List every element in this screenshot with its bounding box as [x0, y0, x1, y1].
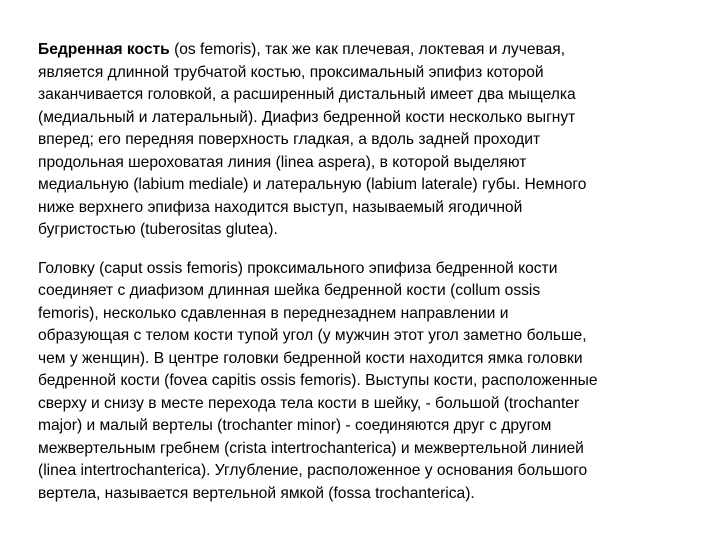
text-line: образующая с телом кости тупой угол (у мужчин этот угол заметно больше,: [38, 327, 587, 344]
text-line: ниже верхнего эпифиза находится выступ, называемый ягодичной: [38, 198, 523, 216]
text-line: [38, 39, 698, 62]
text-line: бедренной кости (fovea capitis ossis femoris). Выступы кости, расположенные: [38, 372, 598, 389]
text-line: медиальную (labium mediale) и латеральную (labium laterale) губы. Немного: [38, 176, 587, 193]
text-line: вперед; его передняя поверхность гладкая, а вдоль задней проходит: [38, 131, 541, 148]
text-line: бугристостью (tuberositas glutea).: [38, 221, 278, 238]
document-page: [38, 39, 698, 505]
text-line: сверху и снизу в месте перехода тела кости в шейку, - большой (trochanter: [38, 394, 580, 412]
text-line: межвертельным гребнем (crista intertrochanterica) и межвертельной линией: [38, 439, 584, 457]
text-line: вертела, называется вертельной ямкой (fossa trochanterica).: [38, 484, 475, 502]
text-line: (медиальный и латеральный). Диафиз бедренной кости несколько выгнут: [38, 108, 576, 126]
text-line: соединяет с диафизом длинная шейка бедренной кости (collum ossis: [38, 282, 541, 299]
text-line: (linea intertrochanterica). Углубление, расположенное у основания большого: [38, 462, 588, 479]
text-line-fragment: (os femoris), так же как плечевая, локтевая и лучевая,: [169, 41, 566, 58]
bold-term: Бедренная кость: [38, 41, 170, 58]
paragraph-femur-description: [38, 39, 698, 242]
text-line: является длинной трубчатой костью, проксимальный эпифиз которой: [38, 63, 544, 81]
text-line: заканчивается головкой, а расширенный дистальный имеет два мыщелка: [38, 86, 576, 103]
text-line: Головку (caput ossis femoris) проксимального эпифиза бедренной кости: [38, 259, 558, 277]
text-line: femoris), несколько сдавленная в переднезаднем направлении и: [38, 304, 509, 322]
text-line: major) и малый вертелы (trochanter minor) - соединяются друг с другом: [38, 417, 552, 434]
paragraph-femoral-head: [38, 258, 698, 506]
text-line: продольная шероховатая линия (linea aspera), в которой выделяют: [38, 153, 527, 171]
text-line: чем у женщин). В центре головки бедренной кости находится ямка головки: [38, 349, 583, 367]
paragraph-spacer: [38, 242, 698, 258]
